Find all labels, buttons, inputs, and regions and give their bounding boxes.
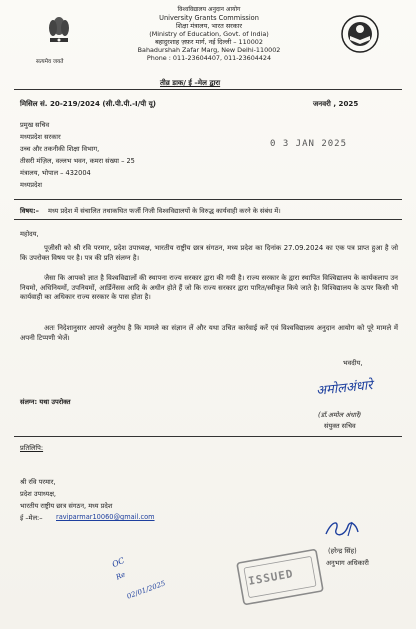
signatory-1-name: (डॉ.अमोल अंधारे) <box>318 411 362 419</box>
enclosure: संलग्न: यथा उपरोक्त <box>20 398 71 406</box>
copy-line-4: ई –मेल:– <box>20 514 43 522</box>
recipient-line-6: मध्यप्रदेश <box>20 181 42 189</box>
file-number: मिसिल सं. 20-219/2024 (सी.पी.पी.-I/पी यू) <box>20 99 156 108</box>
emblem-motto: सत्यमेव जयते <box>36 59 64 65</box>
copy-line-3: भारतीय राष्ट्रीय छात्र संगठन, मध्य प्रदेश <box>20 502 113 510</box>
salutation: महोदय, <box>20 230 39 238</box>
letter-date: जनवरी , 2025 <box>313 99 359 108</box>
subject-text: मध्य प्रदेश में संचालित तथाकथित फर्जी निजी विश्वविद्यालयों के विरुद्ध कार्यवाही करने के संबंध में। <box>48 207 281 215</box>
handwritten-note-3: 02/01/2025 <box>125 579 167 601</box>
subject-label: विषय:– <box>20 207 39 215</box>
handwritten-note-2: Re <box>114 570 127 582</box>
recipient-line-3: उच्च और तकनीकी शिक्षा विभाग, <box>20 145 100 153</box>
divider-mid <box>14 199 402 200</box>
org-name-hindi: विश्वविद्यालय अनुदान आयोग <box>177 6 241 13</box>
paragraph-2: जैसा कि आपको ज्ञात है विश्वविद्यालों की स्थापना राज्य सरकार द्वारा की गयी है। राज्य सरकार के द्वारा स्थापित विश्विद्यालय के कार्यकलाप उन नियमो, अधिनियमों, उपनियमों, आर्डिनेंसस आदि के अधीन होते हैं जो कि राज्य सरकार द्वारा पारित/स्वीकृत किये जाते है। विश्विद्यालय के ऊपर किसी भी कार्यवाही का अधिकार राज्य सरकार के पास होता है। <box>20 274 398 302</box>
signatory-2-name: (हरेन्द्र सिंह) <box>328 547 357 555</box>
signatory-2-signature-icon <box>322 516 362 542</box>
copy-label: प्रतिलिपि: <box>20 444 44 452</box>
ministry-english: (Ministry of Education, Govt. of India) <box>149 30 269 38</box>
ugc-logo-icon <box>340 14 380 54</box>
phone-numbers: Phone : 011-23604407, 011-23604424 <box>146 54 272 62</box>
paragraph-1: पूजीसी को श्री रवि परमार, प्रदेश उपाध्यक्ष, भारतीय राष्ट्रीय छात्र संगठन, मध्य प्रदेश का दिनांक 27.09.2024 का एक पत्र प्राप्त हुआ है जो कि उपरोक्त विषय पर है। पत्र की प्रति संलग्न है। <box>20 244 398 262</box>
signatory-1-signature: अमोलअंधारे <box>315 378 374 399</box>
address-hindi: बहादुरशाह ज़फ़र मार्ग, नई दिल्ली – 110002 <box>155 38 263 46</box>
issued-stamp-text: ISSUED <box>247 567 295 588</box>
copy-line-2: प्रदेश उपाध्यक्ष, <box>20 490 57 498</box>
divider-copy <box>14 436 402 437</box>
copy-line-1: श्री रवि परमार, <box>20 478 56 486</box>
signatory-2-title: अनुभाग अधिकारी <box>326 559 369 567</box>
address-english: Bahadurshah Zafar Marg, New Delhi-110002 <box>137 46 281 54</box>
national-emblem-icon <box>44 12 74 54</box>
signatory-1-title: संयुक्त सचिव <box>324 422 356 430</box>
closing: भवदीय, <box>343 359 363 367</box>
recipient-line-2: मध्यप्रदेश सरकार <box>20 133 61 141</box>
received-date-stamp: 0 3 JAN 2025 <box>270 139 348 149</box>
divider-top <box>14 89 402 90</box>
org-name-english: University Grants Commission <box>159 14 259 22</box>
recipient-line-4: तीसरी मंज़िल, वल्लभ भवन, कमरा संख्या – 25 <box>20 157 135 165</box>
dispatch-mode: तीव्र डाक/ ई –मेल द्वारा <box>160 78 221 87</box>
ministry-hindi: शिक्षा मंत्रालय, भारत सरकार <box>176 22 242 30</box>
handwritten-note-1: OC <box>110 555 126 570</box>
recipient-line-1: प्रमुख सचिव <box>20 121 50 129</box>
recipient-line-5: मंत्रालय, भोपाल – 432004 <box>20 169 91 177</box>
copy-email-link[interactable]: raviparmar10060@gmail.com <box>56 513 155 521</box>
paragraph-3: अतः निदेशानुसार आपसे अनुरोध है कि मामले का संज्ञान लें और यथा उचित कार्रवाई करें एवं विश्वविद्यालय अनुदान आयोग को पूरे मामले में अपनी टिप्पणी भेजें। <box>20 324 398 342</box>
divider-subject <box>14 219 402 220</box>
